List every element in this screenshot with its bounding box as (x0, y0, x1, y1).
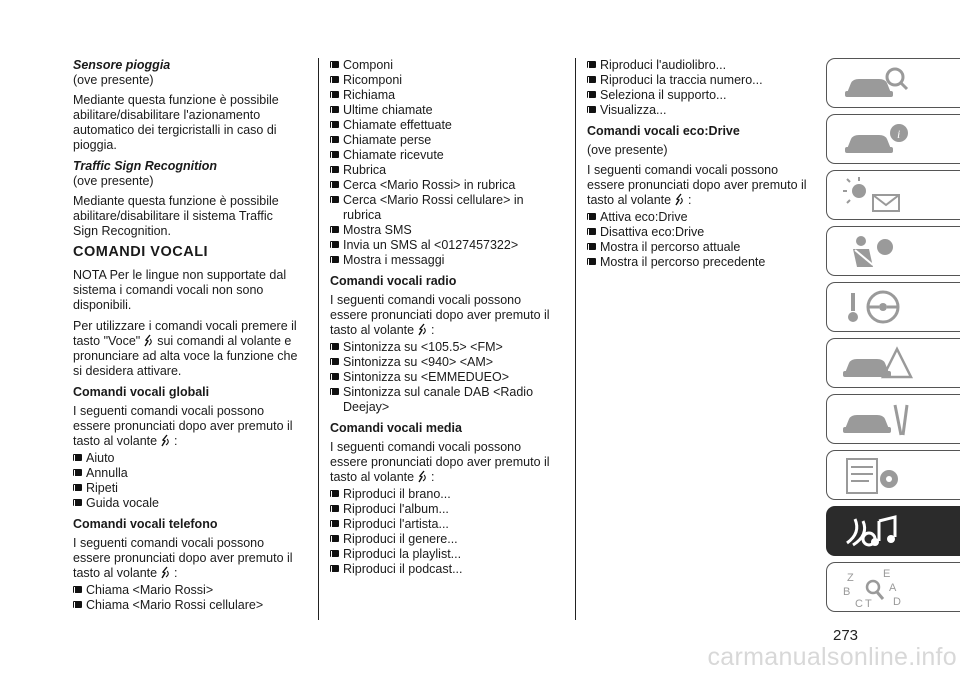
list-item: Sintonizza sul canale DAB <Radio Deejay> (330, 385, 560, 415)
tab-voice-music[interactable] (826, 506, 960, 556)
list-item: Sintonizza su <940> <AM> (330, 355, 560, 370)
index-letter: D (893, 596, 901, 608)
globali-intro: I seguenti comandi vocali possono essere pronunciati dopo aver premuto il tasto al volante : (73, 404, 293, 448)
eco-sub: (ove presente) (587, 143, 668, 157)
bullet-icon (330, 241, 339, 248)
voice-icon (161, 434, 171, 447)
bullet-icon (330, 490, 339, 497)
list-item: Seleziona il supporto... (587, 88, 817, 103)
voice-icon (418, 323, 428, 336)
lights-warning-icon (839, 175, 919, 217)
column-divider (318, 58, 319, 620)
list-item: Aiuto (73, 451, 299, 466)
tab-lights-warning[interactable] (826, 170, 960, 220)
usage-post: sui comandi al volante e pronunciare ad alta voce la funzione che si desidera attivare. (73, 334, 298, 378)
globali-intro-text: I seguenti comandi vocali possono essere pronunciati dopo aver premuto il tasto al volante (73, 404, 293, 448)
list-item: Cerca <Mario Rossi> in rubrica (330, 178, 560, 193)
list-item: Chiamate perse (330, 133, 560, 148)
bullet-icon (330, 226, 339, 233)
list-item: Riproduci il podcast... (330, 562, 560, 577)
list-item: Ultime chiamate (330, 103, 560, 118)
bullet-icon (330, 76, 339, 83)
bullet-icon (330, 373, 339, 380)
bullet-icon (330, 535, 339, 542)
bullet-icon (330, 196, 339, 203)
list-item: Disattiva eco:Drive (587, 225, 817, 240)
alphabet-index-icon (839, 567, 919, 609)
index-letter: C (855, 598, 863, 609)
bullet-icon (587, 106, 596, 113)
list-item: Visualizza... (587, 103, 817, 118)
voice-music-icon (839, 511, 919, 553)
bullet-icon (73, 499, 82, 506)
radio-intro-text: I seguenti comandi vocali possono essere pronunciati dopo aver premuto il tasto al volante (330, 293, 550, 337)
media-list-1 (330, 487, 560, 577)
page-number: 273 (833, 627, 859, 644)
car-info-icon (839, 119, 919, 161)
index-letter: A (889, 582, 897, 594)
tab-settings-list[interactable] (826, 450, 960, 500)
telefono-list-2 (330, 58, 560, 268)
list-item: Cerca <Mario Rossi cellulare> in rubrica (330, 193, 560, 223)
globali-title: Comandi vocali globali (73, 385, 210, 399)
comandi-vocali-heading: COMANDI VOCALI (73, 244, 209, 260)
media-intro: I seguenti comandi vocali possono essere pronunciati dopo aver premuto il tasto al volante : (330, 440, 550, 484)
bullet-icon (587, 91, 596, 98)
tab-car-warning[interactable] (826, 338, 960, 388)
list-item: Mostra SMS (330, 223, 560, 238)
tab-car-info[interactable] (826, 114, 960, 164)
bullet-icon (330, 181, 339, 188)
list-item: Riproduci la traccia numero... (587, 73, 817, 88)
steering-icon (839, 287, 919, 329)
bullet-icon (587, 213, 596, 220)
telefono-list-1 (73, 583, 299, 613)
bullet-icon (330, 505, 339, 512)
tab-car-search[interactable] (826, 58, 960, 108)
bullet-icon (73, 469, 82, 476)
radio-intro: I seguenti comandi vocali possono essere pronunciati dopo aver premuto il tasto al volante : (330, 293, 550, 337)
list-item: Richiama (330, 88, 560, 103)
list-item: Riproduci il genere... (330, 532, 560, 547)
bullet-icon (330, 388, 339, 395)
list-item: Componi (330, 58, 560, 73)
car-tools-icon (839, 399, 919, 441)
tsr-sub: (ove presente) (73, 174, 154, 188)
bullet-icon (587, 243, 596, 250)
globali-list (73, 451, 299, 511)
voice-icon (418, 470, 428, 483)
eco-title: Comandi vocali eco:Drive (587, 124, 740, 138)
voice-icon (675, 193, 685, 206)
nota-text: NOTA Per le lingue non supportate dal sistema i comandi vocali non sono disponibili. (73, 268, 287, 312)
bullet-icon (587, 76, 596, 83)
svg-text:i: i (897, 127, 901, 141)
list-item: Ripeti (73, 481, 299, 496)
car-warning-icon (839, 343, 919, 385)
list-item: Mostra il percorso precedente (587, 255, 817, 270)
bullet-icon (73, 586, 82, 593)
telefono-intro-text: I seguenti comandi vocali possono essere pronunciati dopo aver premuto il tasto al volante (73, 536, 293, 580)
watermark: carmanualsonline.info (707, 643, 957, 671)
tab-alphabet-index[interactable] (826, 562, 960, 612)
bullet-icon (330, 256, 339, 263)
column-1 (73, 58, 299, 619)
bullet-icon (587, 228, 596, 235)
index-letter: Z (847, 572, 854, 584)
bullet-icon (330, 343, 339, 350)
sensore-title: Sensore pioggia (73, 58, 171, 72)
telefono-intro: I seguenti comandi vocali possono essere pronunciati dopo aver premuto il tasto al volante : (73, 536, 293, 580)
index-letter: B (843, 586, 851, 598)
voice-icon (144, 334, 154, 347)
tab-car-tools[interactable] (826, 394, 960, 444)
bullet-icon (330, 166, 339, 173)
tab-airbag-seat[interactable] (826, 226, 960, 276)
bullet-icon (330, 358, 339, 365)
column-2 (330, 58, 560, 583)
list-item: Sintonizza su <105.5> <FM> (330, 340, 560, 355)
list-item: Riproduci l'audiolibro... (587, 58, 817, 73)
list-item: Chiamate effettuate (330, 118, 560, 133)
tsr-text: Mediante questa funzione è possibile abilitare/disabilitare il sistema Traffic Sign Recognition. (73, 194, 279, 238)
list-item: Chiamate ricevute (330, 148, 560, 163)
bullet-icon (330, 136, 339, 143)
media-list-2 (587, 58, 817, 118)
list-item: Mostra i messaggi (330, 253, 560, 268)
bullet-icon (330, 151, 339, 158)
eco-intro: I seguenti comandi vocali possono essere pronunciati dopo aver premuto il tasto al volante : (587, 163, 807, 207)
list-item: Riproduci la playlist... (330, 547, 560, 562)
usage-pre: Per utilizzare i comandi vocali premere il tasto "Voce" (73, 319, 297, 348)
list-item: Riproduci l'artista... (330, 517, 560, 532)
telefono-title: Comandi vocali telefono (73, 517, 218, 531)
eco-list (587, 210, 817, 270)
tsr-title: Traffic Sign Recognition (73, 159, 217, 173)
list-item: Attiva eco:Drive (587, 210, 817, 225)
column-3 (587, 58, 817, 276)
radio-list (330, 340, 560, 415)
car-search-icon (839, 63, 919, 105)
media-intro-text: I seguenti comandi vocali possono essere pronunciati dopo aver premuto il tasto al volante (330, 440, 550, 484)
bullet-icon (73, 484, 82, 491)
airbag-seat-icon (839, 231, 919, 273)
sensore-text: Mediante questa funzione è possibile abilitare/disabilitare l'azionamento automatico dei tergicristalli in caso di pioggia. (73, 93, 279, 152)
settings-list-icon (839, 455, 919, 497)
list-item: Mostra il percorso attuale (587, 240, 817, 255)
radio-title: Comandi vocali radio (330, 274, 457, 288)
bullet-icon (330, 61, 339, 68)
bullet-icon (330, 121, 339, 128)
index-letter: T (865, 598, 872, 609)
bullet-icon (330, 91, 339, 98)
list-item: Rubrica (330, 163, 560, 178)
bullet-icon (587, 61, 596, 68)
bullet-icon (587, 258, 596, 265)
list-item: Riproduci il brano... (330, 487, 560, 502)
list-item: Riproduci l'album... (330, 502, 560, 517)
voice-icon (161, 566, 171, 579)
list-item: Guida vocale (73, 496, 299, 511)
list-item: Chiama <Mario Rossi cellulare> (73, 598, 299, 613)
media-title: Comandi vocali media (330, 421, 462, 435)
tab-steering[interactable] (826, 282, 960, 332)
bullet-icon (330, 520, 339, 527)
usage-text (73, 319, 299, 379)
list-item: Chiama <Mario Rossi> (73, 583, 299, 598)
index-letter: E (883, 568, 891, 580)
list-item: Annulla (73, 466, 299, 481)
list-item: Ricomponi (330, 73, 560, 88)
bullet-icon (330, 565, 339, 572)
bullet-icon (330, 550, 339, 557)
list-item: Sintonizza su <EMMEDUEO> (330, 370, 560, 385)
bullet-icon (73, 454, 82, 461)
bullet-icon (73, 601, 82, 608)
list-item: Invia un SMS al <0127457322> (330, 238, 560, 253)
column-divider (575, 58, 576, 620)
sensore-sub: (ove presente) (73, 73, 154, 87)
eco-intro-text: I seguenti comandi vocali possono essere pronunciati dopo aver premuto il tasto al volante (587, 163, 807, 207)
bullet-icon (330, 106, 339, 113)
